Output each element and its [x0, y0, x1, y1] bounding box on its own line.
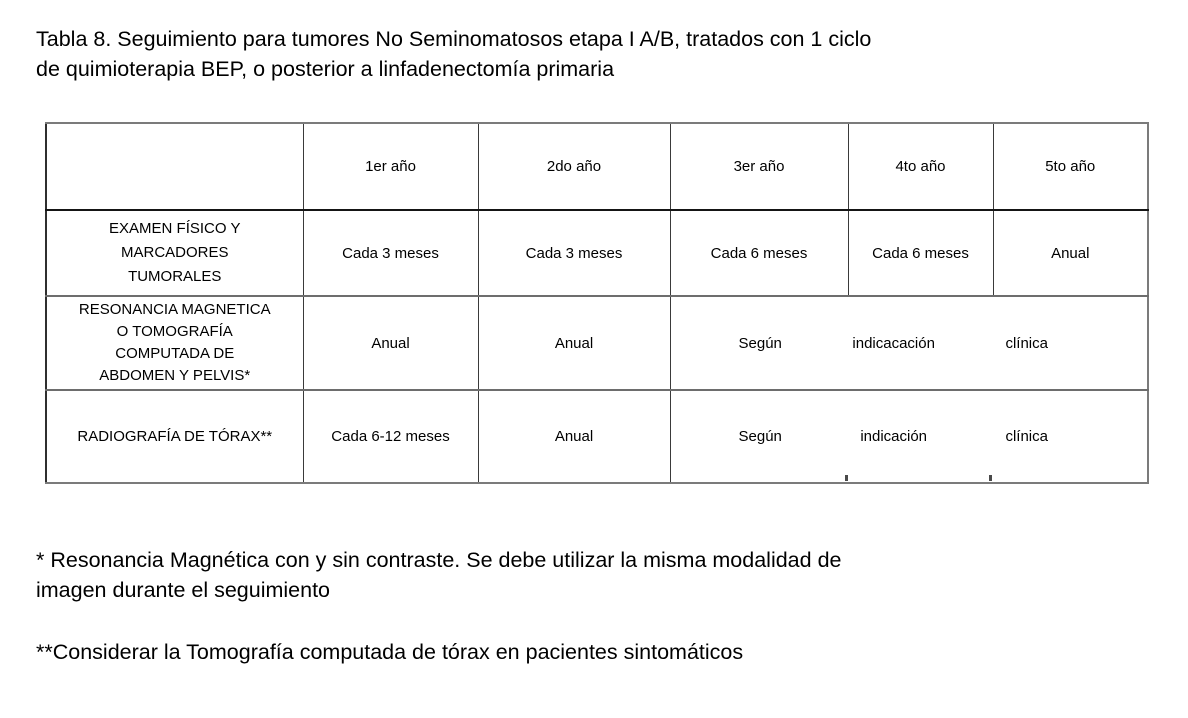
table-caption-line-1: Tabla 8. Seguimiento para tumores No Seminomatosos etapa I A/B, tratados con 1 ciclo: [36, 27, 872, 51]
merged-cell-words: [677, 335, 1142, 352]
header-row: [46, 123, 1148, 210]
footnote-line-1: * Resonancia Magnética con y sin contraste. Se debe utilizar la misma modalidad de: [36, 548, 842, 572]
merged-cell-word: clínica: [1005, 334, 1048, 352]
table-caption-line-2: de quimioterapia BEP, o posterior a linfadenectomía primaria: [36, 57, 615, 81]
row-label-mri-ct: [46, 296, 303, 390]
merged-cell-clinical-indication: [670, 390, 1148, 483]
cell-value: Cada 3 meses: [303, 210, 478, 296]
cell-value: Cada 6-12 meses: [303, 390, 478, 483]
row-label-exam: [46, 210, 303, 296]
cell-value: Anual: [993, 210, 1148, 296]
merged-cell-word: Según: [738, 428, 782, 445]
cell-value: Cada 6 meses: [848, 210, 993, 296]
cell-value: Cada 6 meses: [670, 210, 848, 296]
row-label-chest-xray: [46, 390, 303, 483]
cell-value: Anual: [478, 390, 670, 483]
year-header-2: 2do año: [478, 123, 670, 210]
footnote-chest-ct: **Considerar la Tomografía computada de tórax en pacientes sintomáticos: [36, 640, 744, 664]
row-label-line: COMPUTADA DE: [115, 345, 235, 362]
merged-cell-words: [677, 428, 1142, 445]
cell-value: Anual: [478, 296, 670, 390]
row-label-line: O TOMOGRAFÍA: [116, 323, 233, 340]
row-label-line: ABDOMEN Y PELVIS*: [99, 367, 251, 384]
year-header-3: 3er año: [670, 123, 848, 210]
row-label-line: EXAMEN FÍSICO Y: [109, 220, 241, 237]
footnote-mri-contrast: [36, 545, 841, 605]
footnote-line-2: imagen durante el seguimiento: [36, 578, 331, 602]
table-border-fragment: [845, 475, 848, 481]
cell-value: Cada 3 meses: [478, 210, 670, 296]
merged-cell-word: Según: [738, 334, 782, 352]
table-row-chest-xray: [46, 390, 1148, 483]
followup-schedule-table: [45, 122, 1149, 484]
table-row-mri-ct: [46, 296, 1148, 390]
cell-value: Anual: [303, 296, 478, 390]
row-label-line: MARCADORES: [120, 244, 229, 261]
row-label-line: TUMORALES: [128, 268, 222, 285]
merged-cell-word: indicación: [860, 428, 928, 445]
table-row-exam: [46, 210, 1148, 296]
merged-cell-clinical-indication: [670, 296, 1148, 390]
row-label-line: RADIOGRAFÍA DE TÓRAX**: [77, 427, 273, 445]
table-border-fragment: [989, 475, 992, 481]
merged-cell-word: indicacación: [852, 334, 935, 352]
corner-cell: [46, 123, 303, 210]
year-header-1: 1er año: [303, 123, 478, 210]
row-label-line: RESONANCIA MAGNETICA: [78, 301, 271, 318]
merged-cell-word: clínica: [1005, 428, 1048, 445]
year-header-5: 5to año: [993, 123, 1148, 210]
year-header-4: 4to año: [848, 123, 993, 210]
table-caption: [36, 24, 871, 84]
